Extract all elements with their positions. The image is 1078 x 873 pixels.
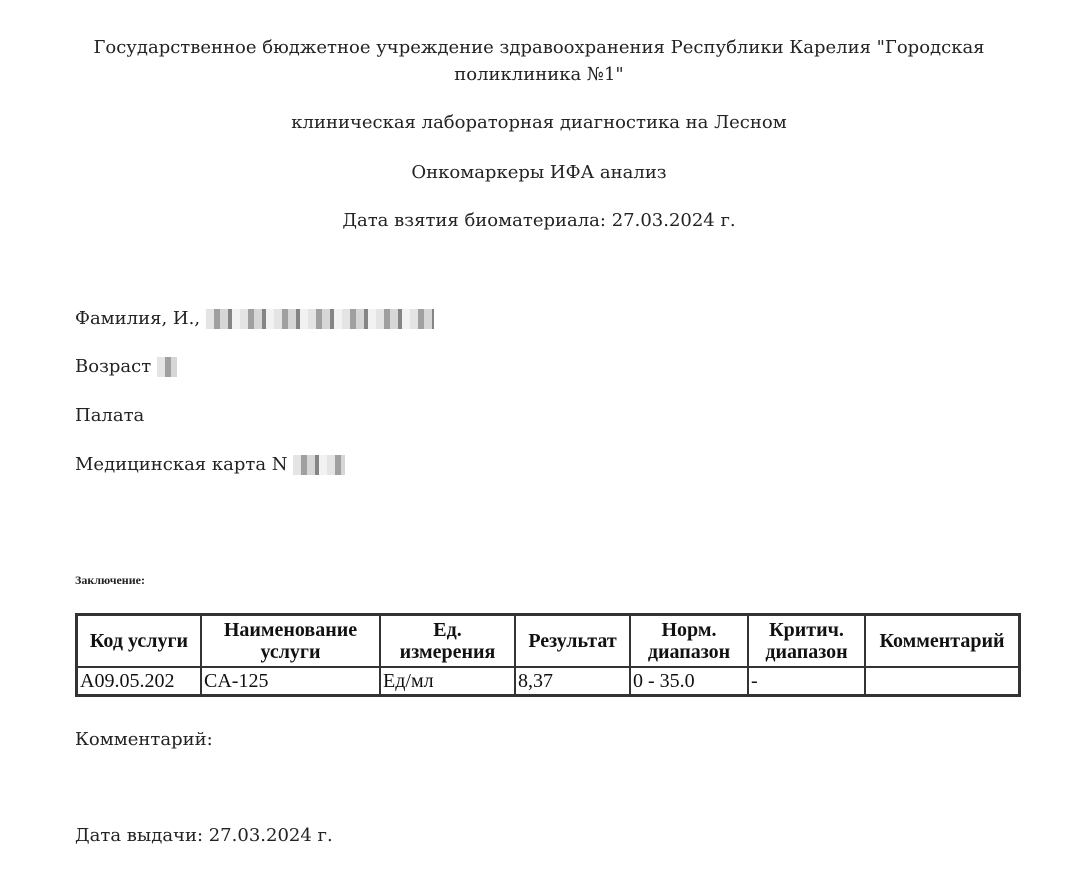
- patient-name-label: Фамилия, И.,: [75, 308, 201, 329]
- table-row: [77, 667, 1020, 696]
- card-row: [75, 454, 345, 475]
- redacted-name: [206, 309, 434, 329]
- header-critical: Критич. диапазон: [748, 615, 865, 668]
- comment-label: Комментарий:: [75, 729, 213, 750]
- cell-unit: Ед/мл: [380, 667, 515, 696]
- issue-date: Дата выдачи: 27.03.2024 г.: [75, 825, 333, 846]
- cell-result: 8,37: [515, 667, 630, 696]
- sample-date: Дата взятия биоматериала: 27.03.2024 г.: [342, 210, 736, 231]
- table-header-row: [77, 615, 1020, 668]
- header-service: Наименование услуги: [201, 615, 380, 668]
- age-row: [75, 356, 177, 377]
- department: клиническая лабораторная диагностика на Лесном: [291, 112, 787, 133]
- header-code: Код услуги: [77, 615, 202, 668]
- conclusion-label: Заключение:: [75, 573, 145, 587]
- cell-service: CA-125: [201, 667, 380, 696]
- redacted-card: [293, 455, 345, 475]
- results-table: [75, 613, 1021, 697]
- header-unit: Ед. измерения: [380, 615, 515, 668]
- header-result: Результат: [515, 615, 630, 668]
- header-comment: Комментарий: [865, 615, 1020, 668]
- card-label: Медицинская карта N: [75, 454, 288, 475]
- cell-comment: [865, 667, 1020, 696]
- ward-label: Палата: [75, 405, 145, 426]
- cell-critical: -: [748, 667, 865, 696]
- redacted-age: [157, 357, 177, 377]
- patient-name-row: [75, 308, 434, 329]
- age-label: Возраст: [75, 356, 152, 377]
- cell-norm: 0 - 35.0: [630, 667, 748, 696]
- analysis-title: Онкомаркеры ИФА анализ: [411, 162, 667, 183]
- cell-code: A09.05.202: [77, 667, 202, 696]
- header-norm: Норм. диапазон: [630, 615, 748, 668]
- institution-name: Государственное бюджетное учреждение здравоохранения Республики Карелия "Городская поликлиника №1": [93, 37, 985, 85]
